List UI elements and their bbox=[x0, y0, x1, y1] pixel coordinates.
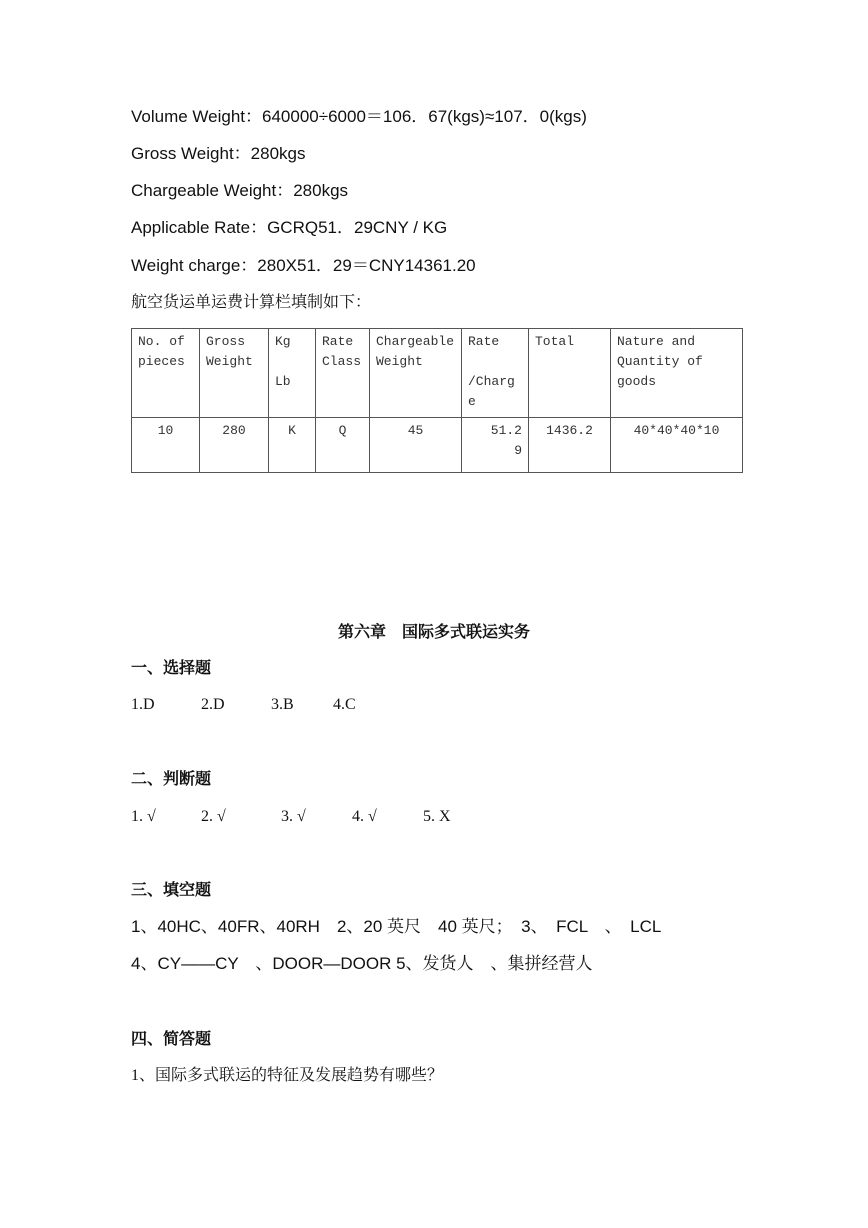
header-cell: Total bbox=[529, 329, 611, 418]
fill-blank-line-1: 1、40HC、40FR、40RH 2、20 英尺 40 英尺； 3、 FCL 、 LCL bbox=[131, 917, 662, 936]
table-cell: 40*40*40*10 bbox=[611, 418, 743, 473]
header-cell: Chargeable Weight bbox=[370, 329, 462, 418]
table-cell: 45 bbox=[370, 418, 462, 473]
table-row bbox=[132, 418, 743, 473]
answer-item: 4. √ bbox=[352, 808, 377, 825]
answer-item: 2. √ bbox=[201, 808, 226, 825]
answer-item: 3. √ bbox=[281, 808, 306, 825]
answer-item: 5. X bbox=[423, 808, 451, 825]
gross-weight-line: Gross Weight：280kgs bbox=[131, 144, 306, 163]
header-cell: Gross Weight bbox=[200, 329, 269, 418]
table-cell: 51.2 9 bbox=[462, 418, 529, 473]
short-answer-question-1: 1、国际多式联运的特征及发展趋势有哪些？ bbox=[131, 1067, 444, 1084]
header-cell: Kg Lb bbox=[269, 329, 316, 418]
freight-calculation-table bbox=[131, 328, 743, 473]
header-cell: Rate Class bbox=[316, 329, 370, 418]
answer-item: 2.D bbox=[201, 696, 225, 713]
section-heading-judgement: 二、判断题 bbox=[131, 769, 212, 788]
judgement-answers bbox=[131, 806, 451, 828]
section-heading-short-answer: 四、简答题 bbox=[131, 1029, 212, 1048]
choice-answers bbox=[131, 694, 356, 716]
table-cell: Q bbox=[316, 418, 370, 473]
volume-weight-line: Volume Weight：640000÷6000＝106．67(kgs)≈107．0(kgs) bbox=[131, 107, 587, 126]
table-intro-text: 航空货运单运费计算栏填制如下： bbox=[131, 294, 372, 311]
answer-item: 1. √ bbox=[131, 808, 156, 825]
fill-blank-line-2: 4、CY——CY 、DOOR—DOOR 5、发货人 、集拼经营人 bbox=[131, 954, 593, 973]
table-cell: 280 bbox=[200, 418, 269, 473]
answer-item: 1.D bbox=[131, 696, 155, 713]
header-cell: Rate /Charg e bbox=[462, 329, 529, 418]
weight-charge-line: Weight charge：280X51．29＝CNY14361.20 bbox=[131, 256, 476, 275]
table-header-row bbox=[132, 329, 743, 418]
section-heading-fill-blank: 三、填空题 bbox=[131, 880, 212, 899]
table-cell: K bbox=[269, 418, 316, 473]
answer-item: 3.B bbox=[271, 696, 294, 713]
answer-item: 4.C bbox=[333, 696, 356, 713]
chapter-title: 第六章 国际多式联运实务 bbox=[337, 622, 530, 641]
table-cell: 1436.2 bbox=[529, 418, 611, 473]
applicable-rate-line: Applicable Rate：GCRQ51．29CNY / KG bbox=[131, 218, 448, 237]
chargeable-weight-line: Chargeable Weight：280kgs bbox=[131, 181, 349, 200]
header-cell: Nature and Quantity of goods bbox=[611, 329, 743, 418]
table-cell: 10 bbox=[132, 418, 200, 473]
section-heading-choice: 一、选择题 bbox=[131, 658, 212, 677]
header-cell: No. of pieces bbox=[132, 329, 200, 418]
